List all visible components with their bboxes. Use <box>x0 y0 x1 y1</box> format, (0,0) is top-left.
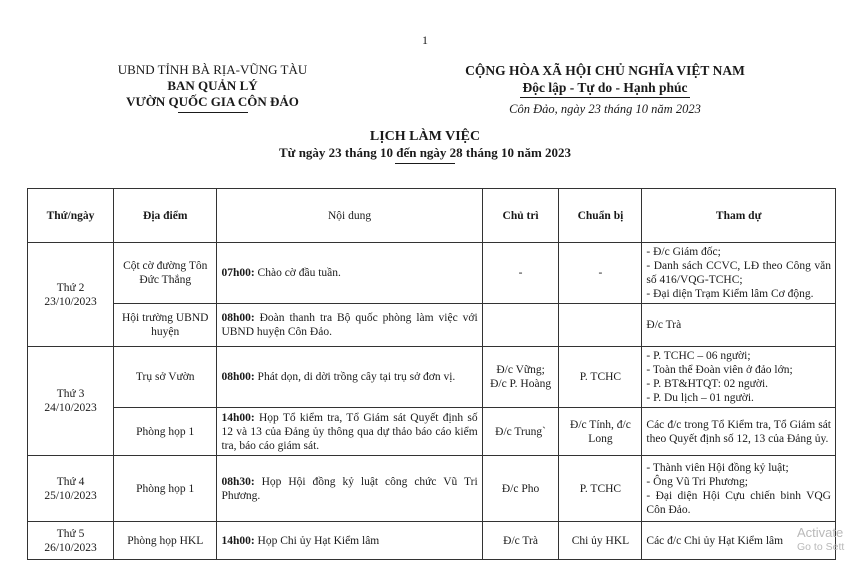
table-row <box>28 408 836 456</box>
header-day: Thứ/ngày <box>28 189 114 243</box>
time-label: 14h00: <box>221 534 255 547</box>
header-place: Địa điểm <box>114 189 217 243</box>
table-row <box>28 522 836 560</box>
chair-cell: Đ/c Trà <box>482 522 559 560</box>
day-cell <box>28 243 114 347</box>
content-cell <box>217 408 482 456</box>
content-text: Chào cờ đầu tuần. <box>254 267 341 279</box>
chair-cell: Đ/c Trung` <box>482 408 559 456</box>
watermark-line-1: Activate <box>797 525 844 540</box>
attendee-line: - Đ/c Giám đốc; <box>646 246 721 258</box>
watermark-line-2: Go to Sett <box>797 541 845 553</box>
header-prep: Chuẩn bị <box>559 189 642 243</box>
time-label: 07h00: <box>221 267 255 279</box>
chair-cell: Đ/c Vững; Đ/c P. Hoàng <box>482 347 559 408</box>
national-motto: Độc lập - Tự do - Hạnh phúc <box>522 80 688 95</box>
header-chair: Chủ trì <box>482 189 559 243</box>
prep-cell <box>559 304 642 347</box>
motto-underline <box>520 97 690 98</box>
day-date: 24/10/2023 <box>44 402 97 414</box>
attendee-line: - Đại diện Hội Cựu chiến binh VQG Côn Đảo. <box>646 489 831 516</box>
attendee-line: Đ/c Trà <box>646 319 682 331</box>
attendee-line: Các đ/c trong Tổ Kiểm tra, Tổ Giám sát theo Quyết định số 12, 13 của Đảng ủy. <box>646 418 831 445</box>
content-cell <box>217 347 482 408</box>
content-cell <box>217 522 482 560</box>
schedule-table <box>27 188 836 560</box>
attendee-line: - P. TCHC – 06 người; <box>646 350 751 362</box>
title-underline <box>395 163 455 164</box>
issuer-line-2: BAN QUẢN LÝ <box>167 78 258 93</box>
attendee-line: - Toàn thể Đoàn viên ở đảo lớn; <box>646 364 793 376</box>
attendee-line: - Danh sách CCVC, LĐ theo Công văn số 416/VQG-TCHC; <box>646 260 831 286</box>
day-name: Thứ 4 <box>56 475 85 488</box>
attendees-cell <box>642 347 836 408</box>
attendee-line: - Ông Vũ Tri Phương; <box>646 475 748 488</box>
activation-watermark <box>797 525 844 555</box>
time-label: 08h30: <box>221 475 255 488</box>
issuer-line-3: VƯỜN QUỐC GIA CÔN ĐẢO <box>126 94 299 109</box>
day-date: 26/10/2023 <box>44 541 97 554</box>
day-date: 25/10/2023 <box>44 489 97 502</box>
national-title: CỘNG HÒA XÃ HỘI CHỦ NGHĨA VIỆT NAM <box>465 63 745 78</box>
time-label: 08h00: <box>221 371 255 383</box>
content-text: Họp Hội đồng kỷ luật công chức Vũ Tri Phương. <box>221 475 478 502</box>
day-name: Thứ 2 <box>56 281 85 294</box>
prep-cell: P. TCHC <box>559 456 642 522</box>
attendee-line: - Thành viên Hội đồng kỷ luật; <box>646 461 789 474</box>
attendee-line: - Đại diện Trạm Kiểm lâm Cơ động. <box>646 288 814 300</box>
prep-cell: Chi ủy HKL <box>559 522 642 560</box>
prep-cell: - <box>559 243 642 304</box>
attendees-cell <box>642 304 836 347</box>
day-name: Thứ 5 <box>56 527 85 540</box>
document-date: Côn Đảo, ngày 23 tháng 10 năm 2023 <box>509 102 701 116</box>
national-header <box>430 62 780 118</box>
table-row <box>28 347 836 408</box>
content-cell <box>217 456 482 522</box>
content-text: Họp Chi ủy Hạt Kiểm lâm <box>254 534 380 547</box>
table-header-row <box>28 189 836 243</box>
place-cell: Cột cờ đường Tôn Đức Thắng <box>114 243 217 304</box>
document-title: LỊCH LÀM VIỆC <box>369 129 481 144</box>
place-cell: Trụ sở Vườn <box>114 347 217 408</box>
content-cell <box>217 304 482 347</box>
chair-cell: Đ/c Pho <box>482 456 559 522</box>
chair-cell: - <box>482 243 559 304</box>
header-attendees: Tham dự <box>642 189 836 243</box>
prep-cell: Đ/c Tính, đ/c Long <box>559 408 642 456</box>
content-cell <box>217 243 482 304</box>
attendee-line: - P. BT&HTQT: 02 người. <box>646 378 769 390</box>
day-cell <box>28 347 114 456</box>
content-text: Phát dọn, di dời trồng cây tại trụ sở đơn vị. <box>254 371 456 383</box>
day-date: 23/10/2023 <box>44 295 97 308</box>
page-number: 1 <box>422 33 428 47</box>
place-cell: Phòng họp 1 <box>114 408 217 456</box>
content-text: Họp Tổ kiểm tra, Tổ Giám sát Quyết định số 12 và 13 của Đảng ủy thông qua dự thảo báo cáo kiểm tra, báo cáo giám sát. <box>221 411 478 452</box>
attendee-line: - P. Du lịch – 01 người. <box>646 392 754 404</box>
place-cell: Phòng họp 1 <box>114 456 217 522</box>
prep-cell: P. TCHC <box>559 347 642 408</box>
day-cell <box>28 522 114 560</box>
table-row <box>28 243 836 304</box>
issuer-underline <box>178 112 248 113</box>
table-row <box>28 304 836 347</box>
attendee-line: Các đ/c Chi ủy Hạt Kiểm lâm <box>646 534 784 547</box>
document-title-block <box>0 128 850 164</box>
content-text: Đoàn thanh tra Bộ quốc phòng làm việc với UBND huyện Côn Đảo. <box>221 312 478 338</box>
time-label: 08h00: <box>221 312 255 324</box>
attendees-cell <box>642 456 836 522</box>
issuer-header <box>95 62 330 113</box>
chair-cell <box>482 304 559 347</box>
issuer-line-1: UBND TỈNH BÀ RỊA-VŨNG TÀU <box>117 62 308 77</box>
attendees-cell <box>642 243 836 304</box>
place-cell: Phòng họp HKL <box>114 522 217 560</box>
day-name: Thứ 3 <box>56 388 85 400</box>
document-subtitle: Từ ngày 23 tháng 10 đến ngày 28 tháng 10 năm 2023 <box>278 145 572 160</box>
place-cell: Hội trường UBND huyện <box>114 304 217 347</box>
attendees-cell <box>642 408 836 456</box>
table-row <box>28 456 836 522</box>
day-cell <box>28 456 114 522</box>
header-content: Nội dung <box>217 189 482 243</box>
time-label: 14h00: <box>221 411 255 424</box>
